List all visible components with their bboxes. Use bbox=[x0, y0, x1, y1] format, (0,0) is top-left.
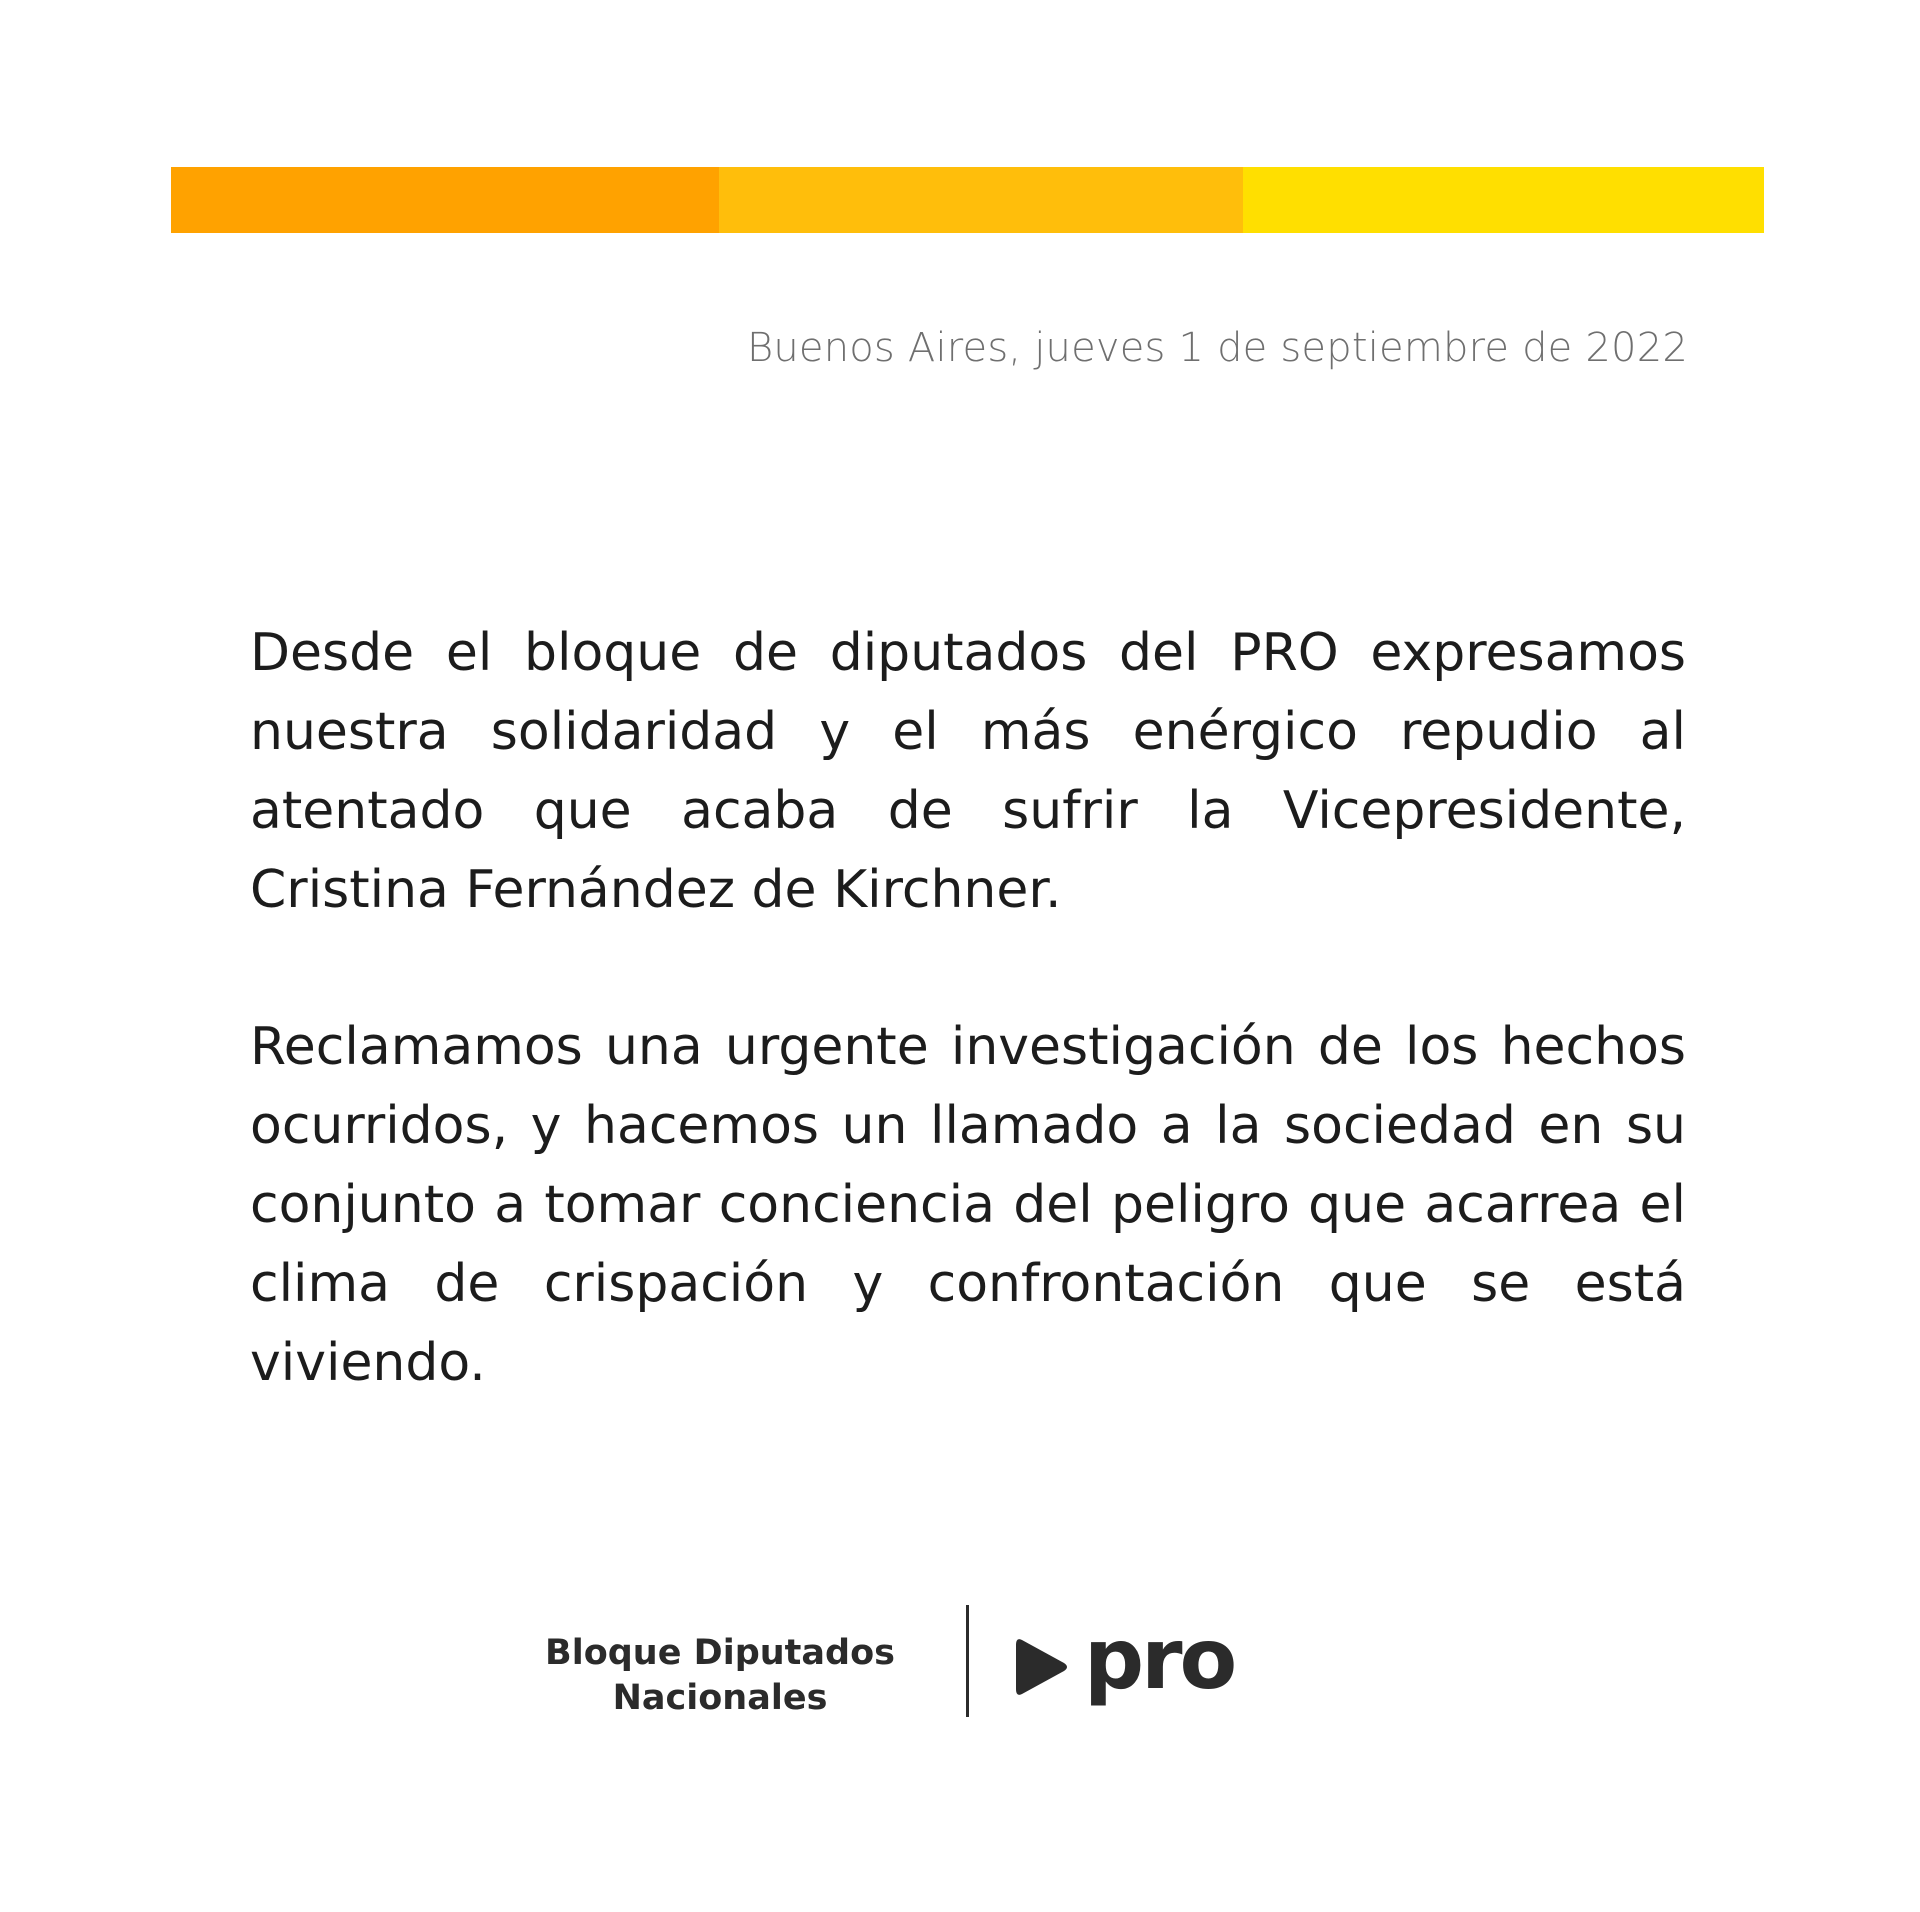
statement-paragraph-1: Desde el bloque de diputados del PRO expresamos nuestra solidaridad y el más enérgico repudio al atentado que acaba de sufrir la Vicepresidente, Cristina Fernández de Kirchner. bbox=[250, 623, 1686, 920]
organization-name-line-1: Bloque Diputados bbox=[545, 1633, 895, 1673]
footer-divider bbox=[966, 1605, 969, 1717]
organization-name bbox=[520, 1631, 920, 1721]
brand-color-bar bbox=[171, 167, 1764, 233]
color-bar-segment-amber bbox=[719, 167, 1243, 233]
pro-logo bbox=[1014, 1610, 1235, 1708]
play-triangle-icon bbox=[1014, 1636, 1070, 1698]
date-line: Buenos Aires, jueves 1 de septiembre de 2022 bbox=[746, 325, 1688, 371]
color-bar-segment-orange bbox=[171, 167, 719, 233]
color-bar-segment-yellow bbox=[1243, 167, 1764, 233]
footer bbox=[0, 1605, 1920, 1720]
organization-name-line-2: Nacionales bbox=[612, 1678, 828, 1718]
logo-wordmark: pro bbox=[1084, 1610, 1235, 1708]
statement-paragraph-2: Reclamamos una urgente investigación de los hechos ocurridos, y hacemos un llamado a la sociedad en su conjunto a tomar conciencia del peligro que acarrea el clima de crispación y confrontación que se está viviendo. bbox=[250, 1017, 1686, 1393]
